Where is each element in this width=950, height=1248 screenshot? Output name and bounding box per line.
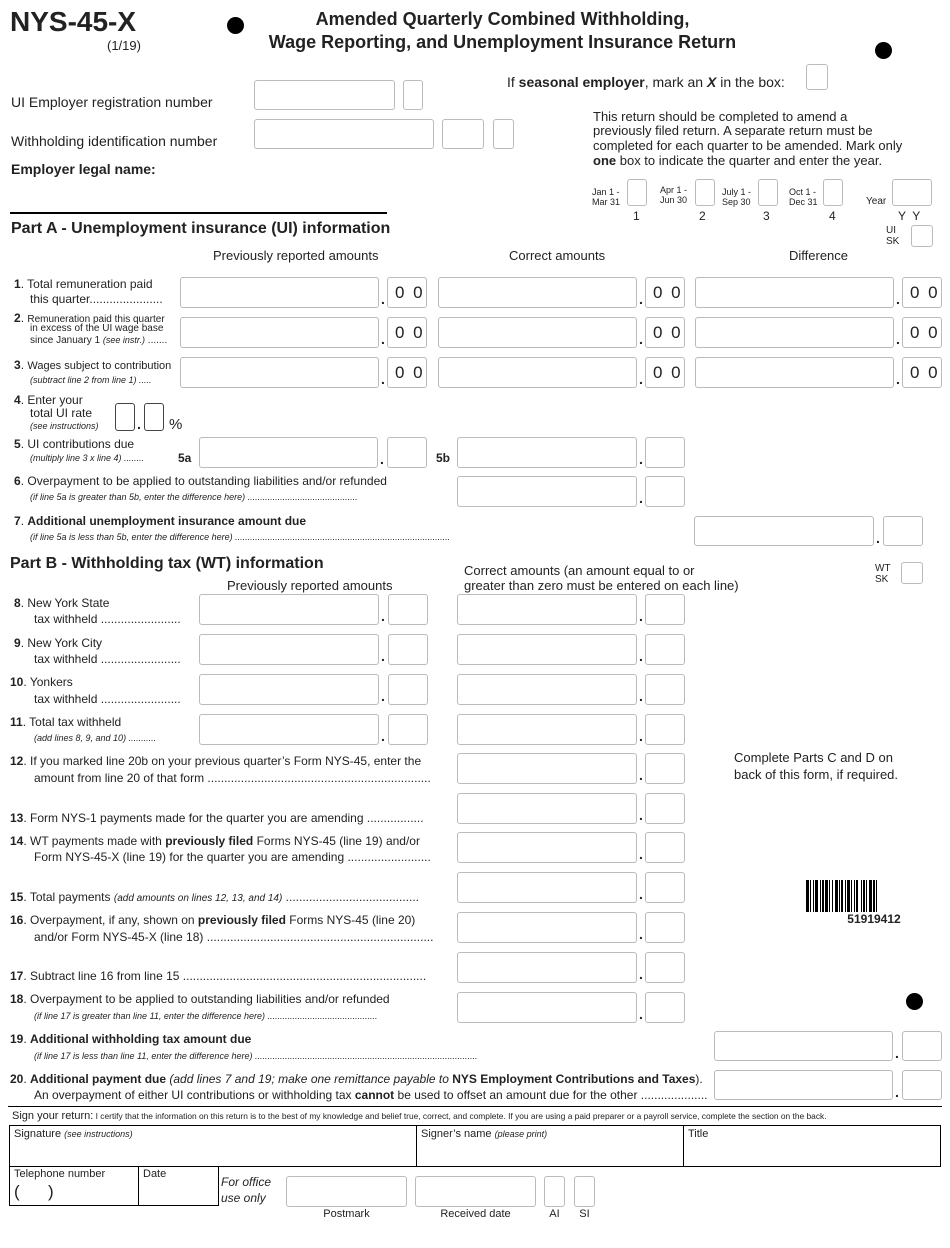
form-title-line2: Wage Reporting, and Unemployment Insurance Return bbox=[268, 32, 737, 52]
line-5a-input[interactable] bbox=[199, 437, 378, 468]
decimal-point: . bbox=[639, 608, 643, 624]
decimal-point: . bbox=[895, 1045, 899, 1061]
ui-rate-decimal-input[interactable] bbox=[144, 403, 164, 431]
cents-zero: 0 0 bbox=[653, 363, 683, 382]
line-18-cents[interactable] bbox=[645, 992, 685, 1023]
divider bbox=[416, 1125, 417, 1167]
line-18-label-2: (if line 17 is greater than line 11, enter the difference here) ............................................ bbox=[34, 1011, 378, 1021]
cents-zero: 0 0 bbox=[395, 323, 425, 342]
line-2-label: 2. Remuneration paid this quarter bbox=[14, 311, 165, 325]
barcode-bar bbox=[873, 880, 875, 912]
barcode-bar bbox=[815, 880, 818, 912]
decimal-point: . bbox=[896, 371, 900, 387]
line-3-correct-input[interactable] bbox=[438, 357, 637, 388]
line-1-label-2: this quarter...................... bbox=[30, 292, 163, 306]
seasonal-employer-label: If seasonal employer, mark an X in the box: bbox=[507, 74, 785, 90]
title-field[interactable]: Title bbox=[688, 1128, 709, 1140]
part-b-title: Part B - Withholding tax (WT) information bbox=[10, 555, 324, 572]
part-a-title: Part A - Unemployment insurance (UI) information bbox=[11, 220, 391, 237]
line-15-label: 15. Total payments (add amounts on lines 12, 13, and 14) ........................................ bbox=[10, 890, 420, 904]
cents-zero: 0 0 bbox=[395, 363, 425, 382]
line-1-previous-cents[interactable] bbox=[387, 277, 427, 308]
line-19-input[interactable] bbox=[714, 1031, 893, 1061]
form-id: NYS-45-X bbox=[10, 6, 137, 37]
divider bbox=[683, 1125, 684, 1167]
line-10-correct-cents[interactable] bbox=[645, 674, 685, 705]
year-label: Year bbox=[866, 196, 887, 207]
column-difference: Difference bbox=[789, 248, 849, 263]
barcode-bar bbox=[806, 880, 809, 912]
line-2-label-2: in excess of the UI wage base bbox=[30, 323, 164, 334]
line-5-label-2: (multiply line 3 x line 4) ........ bbox=[30, 453, 145, 463]
line-2-difference-cents[interactable] bbox=[902, 317, 942, 348]
line-2-correct-input[interactable] bbox=[438, 317, 637, 348]
line-10-previous-input[interactable] bbox=[199, 674, 379, 705]
ui-rate-whole-input[interactable] bbox=[115, 403, 135, 431]
decimal-point: . bbox=[381, 331, 385, 347]
column-correct-amounts: Correct amounts bbox=[509, 248, 606, 263]
registration-mark bbox=[906, 993, 923, 1010]
line-5b-cents[interactable] bbox=[645, 437, 685, 468]
barcode-bar bbox=[810, 880, 811, 912]
barcode-bar bbox=[863, 880, 865, 912]
decimal-point: . bbox=[381, 648, 385, 664]
decimal-point: . bbox=[639, 886, 643, 902]
barcode-bar bbox=[876, 880, 877, 912]
line-4-label-2: total UI rate bbox=[30, 406, 93, 420]
line-2-correct-cents[interactable] bbox=[645, 317, 685, 348]
part-a-rule bbox=[10, 212, 387, 214]
line-6-cents[interactable] bbox=[645, 476, 685, 507]
barcode-bar bbox=[856, 880, 858, 912]
line-7-input[interactable] bbox=[694, 516, 874, 546]
decimal-point: . bbox=[896, 331, 900, 347]
decimal-point: . bbox=[137, 416, 141, 432]
decimal-point: . bbox=[639, 966, 643, 982]
line-12-label-2: amount from line 20 of that form ................................................................... bbox=[34, 771, 431, 785]
ui-registration-input[interactable] bbox=[254, 80, 395, 110]
quarter-3-label: July 1 - Sep 30 bbox=[722, 187, 752, 207]
wt-sk-checkbox[interactable] bbox=[901, 562, 923, 584]
barcode-bar bbox=[861, 880, 862, 912]
line-1-correct-cents[interactable] bbox=[645, 277, 685, 308]
sign-rule bbox=[8, 1106, 942, 1107]
cents-zero: 0 0 bbox=[653, 283, 683, 302]
sign-certification: Sign your return: I certify that the information on this return is to the best of my knowledge and belief true, correct, and complete. If you are using a paid preparer or a payroll service, complete the section on the back. bbox=[12, 1110, 827, 1122]
year-input[interactable] bbox=[892, 179, 932, 206]
percent-sign: % bbox=[169, 416, 183, 433]
decimal-point: . bbox=[381, 608, 385, 624]
decimal-point: . bbox=[381, 688, 385, 704]
line-5b-label: 5b bbox=[436, 451, 451, 465]
complete-parts-note: Complete Parts C and D on bbox=[734, 750, 893, 765]
barcode-bar bbox=[822, 880, 824, 912]
decimal-point: . bbox=[381, 728, 385, 744]
decimal-point: . bbox=[639, 490, 643, 506]
line-11-label-2: (add lines 8, 9, and 10) ........... bbox=[34, 733, 157, 743]
cents-zero: 0 0 bbox=[910, 283, 940, 302]
line-3-correct-cents[interactable] bbox=[645, 357, 685, 388]
form-revision: (1/19) bbox=[107, 38, 141, 53]
line-10-previous-cents[interactable] bbox=[388, 674, 428, 705]
postmark-label: Postmark bbox=[323, 1208, 370, 1220]
line-13-cents[interactable] bbox=[645, 793, 685, 824]
line-1-label: 1. Total remuneration paid bbox=[14, 277, 153, 291]
barcode-bar bbox=[866, 880, 867, 912]
postmark-box bbox=[286, 1176, 407, 1207]
signer-name-field[interactable]: Signer’s name (please print) bbox=[421, 1128, 548, 1140]
line-1-previous-input[interactable] bbox=[180, 277, 379, 308]
decimal-point: . bbox=[639, 1006, 643, 1022]
line-10-label-2: tax withheld ........................ bbox=[34, 692, 181, 706]
quarter-4-checkbox[interactable] bbox=[823, 179, 843, 206]
signature-field[interactable]: Signature (see instructions) bbox=[14, 1128, 133, 1140]
line-17-input[interactable] bbox=[457, 952, 637, 983]
quarter-4-number: 4 bbox=[829, 209, 836, 223]
line-5a-cents[interactable] bbox=[387, 437, 427, 468]
employer-legal-name-label: Employer legal name: bbox=[11, 161, 156, 177]
decimal-point: . bbox=[639, 846, 643, 862]
ui-registration-check-digit[interactable] bbox=[403, 80, 423, 110]
line-8-label-2: tax withheld ........................ bbox=[34, 612, 181, 626]
quarter-4-label: Oct 1 - Dec 31 bbox=[789, 187, 818, 207]
line-7-label: 7. Additional unemployment insurance amount due bbox=[14, 514, 307, 528]
line-4-label: 4. Enter your bbox=[14, 393, 83, 407]
decimal-point: . bbox=[639, 807, 643, 823]
office-use-label: For office use only bbox=[221, 1175, 272, 1205]
withholding-id-input[interactable] bbox=[254, 119, 434, 149]
decimal-point: . bbox=[639, 926, 643, 942]
column-previously-reported-b: Previously reported amounts bbox=[227, 578, 393, 593]
line-18-input[interactable] bbox=[457, 992, 637, 1023]
line-9-correct-input[interactable] bbox=[457, 634, 637, 665]
line-14-input[interactable] bbox=[457, 832, 637, 863]
line-9-label: 9. New York City bbox=[14, 636, 103, 650]
registration-mark bbox=[227, 17, 244, 34]
cents-zero: 0 0 bbox=[910, 363, 940, 382]
line-20-cents[interactable] bbox=[902, 1070, 942, 1100]
quarter-2-number: 2 bbox=[699, 209, 706, 223]
line-12-cents[interactable] bbox=[645, 753, 685, 784]
quarter-1-number: 1 bbox=[633, 209, 640, 223]
line-8-correct-input[interactable] bbox=[457, 594, 637, 625]
line-16-label: 16. Overpayment, if any, shown on previously filed Forms NYS-45 (line 20) bbox=[10, 913, 416, 927]
line-5a-label: 5a bbox=[178, 451, 192, 465]
year-format-label: Y Y bbox=[898, 209, 921, 223]
line-16-cents[interactable] bbox=[645, 912, 685, 943]
barcode-bar bbox=[832, 880, 833, 912]
telephone-field[interactable]: Telephone number bbox=[14, 1168, 106, 1180]
barcode-number: 51919412 bbox=[847, 912, 901, 926]
line-13-input[interactable] bbox=[457, 793, 637, 824]
line-15-cents[interactable] bbox=[645, 872, 685, 903]
decimal-point: . bbox=[639, 331, 643, 347]
instruction-line: previously filed return. A separate return must be bbox=[593, 123, 873, 138]
line-3-label-2: (subtract line 2 from line 1) ..... bbox=[30, 375, 152, 385]
barcode-bar bbox=[820, 880, 821, 912]
line-10-correct-input[interactable] bbox=[457, 674, 637, 705]
line-3-previous-input[interactable] bbox=[180, 357, 379, 388]
decimal-point: . bbox=[639, 648, 643, 664]
line-8-previous-cents[interactable] bbox=[388, 594, 428, 625]
si-box bbox=[574, 1176, 595, 1207]
line-16-label-2: and/or Form NYS-45-X (line 18) .................................................................... bbox=[34, 930, 434, 944]
withholding-id-input-3[interactable] bbox=[493, 119, 514, 149]
line-2-difference-input[interactable] bbox=[695, 317, 894, 348]
line-11-previous-cents[interactable] bbox=[388, 714, 428, 745]
withholding-id-input-2[interactable] bbox=[442, 119, 484, 149]
line-13-label: 13. Form NYS-1 payments made for the quarter you are amending ................. bbox=[10, 811, 424, 825]
line-9-correct-cents[interactable] bbox=[645, 634, 685, 665]
ui-sk-label: UI SK bbox=[886, 225, 900, 247]
line-9-previous-cents[interactable] bbox=[388, 634, 428, 665]
line-11-label: 11. Total tax withheld bbox=[10, 715, 122, 729]
line-7-cents[interactable] bbox=[883, 516, 923, 546]
line-14-cents[interactable] bbox=[645, 832, 685, 863]
decimal-point: . bbox=[639, 291, 643, 307]
line-20-label-2: An overpayment of either UI contributions or withholding tax cannot be used to offset an amount due for the other .................... bbox=[34, 1088, 708, 1102]
decimal-point: . bbox=[639, 451, 643, 467]
line-20-label: 20. Additional payment due (add lines 7 and 19; make one remittance payable to NYS Employment Contributions and Taxes). bbox=[10, 1072, 703, 1086]
line-9-previous-input[interactable] bbox=[199, 634, 379, 665]
line-1-difference-input[interactable] bbox=[695, 277, 894, 308]
line-8-correct-cents[interactable] bbox=[645, 594, 685, 625]
barcode-bar bbox=[813, 880, 814, 912]
line-12-label: 12. If you marked line 20b on your previous quarter’s Form NYS-45, enter the bbox=[10, 754, 422, 768]
quarter-2-label: Apr 1 - Jun 30 bbox=[660, 185, 688, 205]
line-2-previous-input[interactable] bbox=[180, 317, 379, 348]
decimal-point: . bbox=[895, 1084, 899, 1100]
ai-label: AI bbox=[549, 1208, 560, 1220]
line-8-label: 8. New York State bbox=[14, 596, 110, 610]
barcode-bar bbox=[854, 880, 855, 912]
cents-zero: 0 0 bbox=[395, 283, 425, 302]
complete-parts-note-2: back of this form, if required. bbox=[734, 767, 899, 782]
barcode-bar bbox=[845, 880, 846, 912]
telephone-parens: ( ) bbox=[14, 1182, 54, 1201]
line-12-input[interactable] bbox=[457, 753, 637, 784]
quarter-2-checkbox[interactable] bbox=[695, 179, 715, 206]
line-20-input[interactable] bbox=[714, 1070, 893, 1100]
line-19-label-2: (if line 17 is less than line 11, enter the difference here) ......................................................................................... bbox=[34, 1051, 478, 1061]
decimal-point: . bbox=[380, 451, 384, 467]
line-8-previous-input[interactable] bbox=[199, 594, 379, 625]
column-correct-amounts-b: Correct amounts (an amount equal to or bbox=[464, 563, 695, 578]
line-3-difference-cents[interactable] bbox=[902, 357, 942, 388]
quarter-1-label: Jan 1 - Mar 31 bbox=[592, 187, 621, 207]
decimal-point: . bbox=[876, 530, 880, 546]
si-label: SI bbox=[579, 1208, 590, 1220]
line-9-label-2: tax withheld ........................ bbox=[34, 652, 181, 666]
divider bbox=[138, 1166, 139, 1206]
barcode-bar bbox=[869, 880, 872, 912]
line-1-difference-cents[interactable] bbox=[902, 277, 942, 308]
ui-registration-label: UI Employer registration number bbox=[11, 94, 213, 110]
line-1-correct-input[interactable] bbox=[438, 277, 637, 308]
line-17-cents[interactable] bbox=[645, 952, 685, 983]
line-7-label-2: (if line 5a is less than 5b, enter the difference here) ...................................................................................... bbox=[30, 532, 451, 542]
decimal-point: . bbox=[639, 728, 643, 744]
barcode-bar bbox=[825, 880, 828, 912]
column-correct-amounts-b-2: greater than zero must be entered on each line) bbox=[464, 578, 739, 593]
instruction-line: completed for each quarter to be amended. Mark only bbox=[593, 138, 903, 153]
line-14-label-2: Form NYS-45-X (line 19) for the quarter you are amending ......................... bbox=[34, 850, 431, 864]
line-2-previous-cents[interactable] bbox=[387, 317, 427, 348]
registration-mark bbox=[875, 42, 892, 59]
instruction-line: one box to indicate the quarter and enter the year. bbox=[593, 153, 883, 168]
quarter-3-number: 3 bbox=[763, 209, 770, 223]
cents-zero: 0 0 bbox=[910, 323, 940, 342]
wt-sk-label: WT SK bbox=[875, 563, 891, 585]
line-17-label: 17. Subtract line 16 from line 15 ......................................................................... bbox=[10, 969, 427, 983]
line-4-label-3: (see instructions) bbox=[30, 421, 99, 431]
quarter-3-checkbox[interactable] bbox=[758, 179, 778, 206]
seasonal-employer-checkbox[interactable] bbox=[806, 64, 828, 90]
line-6-label-2: (if line 5a is greater than 5b, enter the difference here) ............................................ bbox=[30, 492, 358, 502]
decimal-point: . bbox=[639, 371, 643, 387]
barcode bbox=[806, 880, 942, 912]
instruction-line: This return should be completed to amend a bbox=[593, 109, 848, 124]
line-6-label: 6. Overpayment to be applied to outstanding liabilities and/or refunded bbox=[14, 474, 387, 488]
form-title-line1: Amended Quarterly Combined Withholding, bbox=[315, 9, 690, 29]
line-11-previous-input[interactable] bbox=[199, 714, 379, 745]
line-3-label: 3. Wages subject to contribution bbox=[14, 358, 172, 372]
decimal-point: . bbox=[639, 767, 643, 783]
line-6-input[interactable] bbox=[457, 476, 637, 507]
line-3-difference-input[interactable] bbox=[695, 357, 894, 388]
line-11-correct-cents[interactable] bbox=[645, 714, 685, 745]
line-3-previous-cents[interactable] bbox=[387, 357, 427, 388]
line-15-input[interactable] bbox=[457, 872, 637, 903]
barcode-bar bbox=[835, 880, 838, 912]
decimal-point: . bbox=[896, 291, 900, 307]
decimal-point: . bbox=[381, 291, 385, 307]
barcode-bar bbox=[851, 880, 852, 912]
line-16-input[interactable] bbox=[457, 912, 637, 943]
ui-sk-checkbox[interactable] bbox=[911, 225, 933, 247]
quarter-1-checkbox[interactable] bbox=[627, 179, 647, 206]
column-previously-reported: Previously reported amounts bbox=[213, 248, 379, 263]
date-field[interactable]: Date bbox=[143, 1168, 167, 1180]
barcode-bar bbox=[841, 880, 843, 912]
received-date-box bbox=[415, 1176, 536, 1207]
withholding-id-label: Withholding identification number bbox=[11, 133, 218, 149]
decimal-point: . bbox=[639, 688, 643, 704]
barcode-bar bbox=[829, 880, 830, 912]
line-14-label: 14. WT payments made with previously filed Forms NYS-45 (line 19) and/or bbox=[10, 834, 420, 848]
barcode-bar bbox=[839, 880, 840, 912]
line-19-label: 19. Additional withholding tax amount due bbox=[10, 1032, 252, 1046]
line-18-label: 18. Overpayment to be applied to outstanding liabilities and/or refunded bbox=[10, 992, 390, 1006]
ai-box bbox=[544, 1176, 565, 1207]
line-10-label: 10. Yonkers bbox=[10, 675, 73, 689]
line-2-label-3: since January 1 (see instr.) ....... bbox=[30, 335, 168, 346]
received-date-label: Received date bbox=[440, 1208, 511, 1220]
barcode-bar bbox=[847, 880, 850, 912]
line-5b-input[interactable] bbox=[457, 437, 637, 468]
cents-zero: 0 0 bbox=[653, 323, 683, 342]
decimal-point: . bbox=[381, 371, 385, 387]
line-11-correct-input[interactable] bbox=[457, 714, 637, 745]
line-5-label: 5. UI contributions due bbox=[14, 437, 135, 451]
line-19-cents[interactable] bbox=[902, 1031, 942, 1061]
